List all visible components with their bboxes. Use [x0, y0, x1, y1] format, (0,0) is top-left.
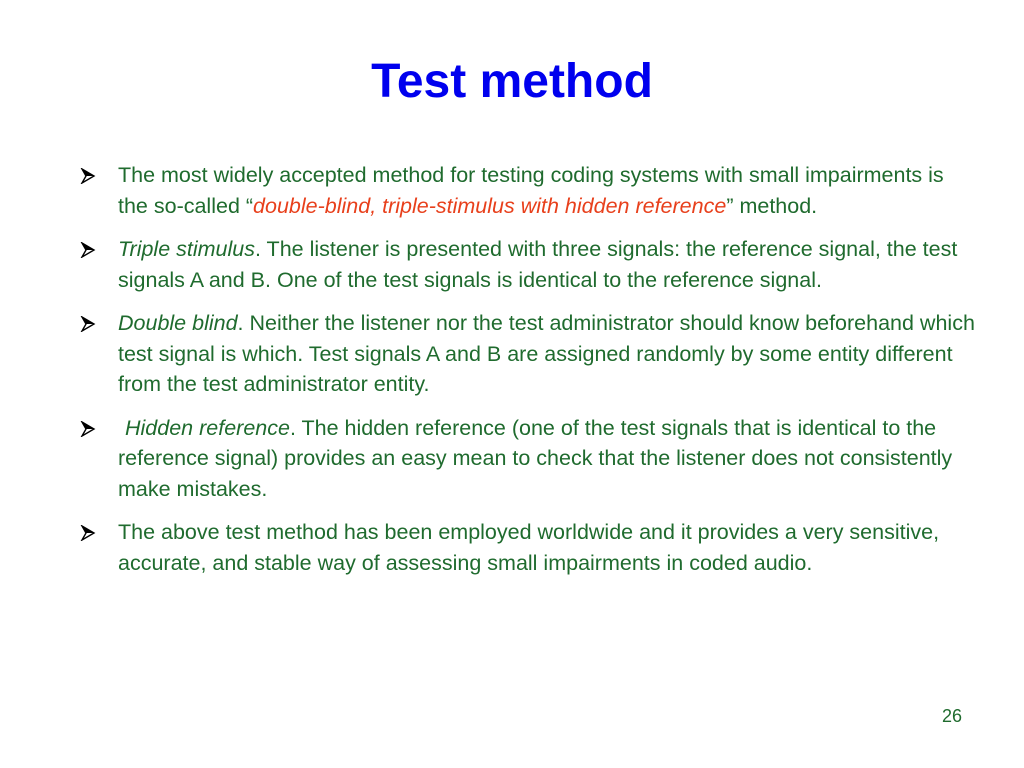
bullet-term: Triple stimulus [118, 237, 255, 261]
bullet-text: The most widely accepted method for testing coding systems with small impairments is the so-called “ [118, 163, 944, 218]
bullet-emphasis: double-blind, triple-stimulus with hidden reference [253, 193, 727, 218]
bullet-list [78, 160, 978, 591]
bullet-item-hidden-reference [78, 413, 978, 505]
page-number: 26 [941, 706, 962, 726]
bullet-text-end: ” method. [726, 193, 818, 218]
arrowhead-bullet-icon [80, 160, 102, 190]
bullet-item-double-blind [78, 308, 978, 400]
arrowhead-bullet-icon [80, 413, 102, 443]
bullet-text: . Neither the listener nor the test administrator should know beforehand which test signal is which. Test signals A and B are assigned randomly by some entity different from the test administrator entity. [118, 311, 975, 396]
arrowhead-bullet-icon [80, 517, 102, 547]
bullet-item-conclusion [78, 517, 978, 578]
bullet-text: . The hidden reference (one of the test signals that is identical to the reference signal) provides an easy mean to check that the listener does not consistently make mistakes. [118, 415, 953, 501]
bullet-text: . The listener is presented with three signals: the reference signal, the test signals A and B. One of the test signals is identical to the reference signal. [118, 237, 958, 292]
bullet-item-triple-stimulus [78, 234, 978, 295]
bullet-text: The above test method has been employed worldwide and it provides a very sensitive, accurate, and stable way of assessing small impairments in coded audio. [118, 520, 940, 575]
slide-title: Test method [371, 55, 653, 108]
bullet-term: Double blind [118, 311, 238, 335]
arrowhead-bullet-icon [80, 234, 102, 264]
bullet-term: Hidden reference [125, 415, 290, 440]
arrowhead-bullet-icon [80, 308, 102, 338]
bullet-item-test-method [78, 160, 978, 221]
